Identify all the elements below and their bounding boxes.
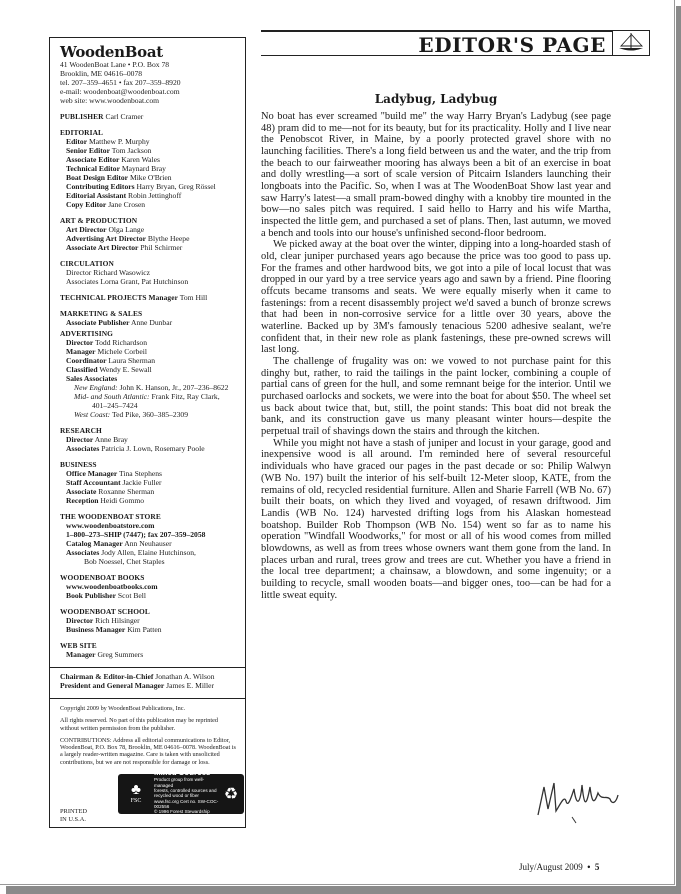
article-paragraph: The challenge of frugality was on: we vowed to not purchase paint for this dinghy but, rather, to raid the tailings in the paint locker, combining a couple of partial cans of green for the hull, and some remnant beige for the interior. Until we purchased oarlocks and sockets, we were into the boat for about $50. The wheel set us back about twice that, but, still, the point stands: This boat did not break the bank, and its construction gave us many pleasant winter hours—despite the perpetual trail of shavings down the stairs and through the kitchen.: [261, 356, 611, 438]
section-heading: ADVERTISING: [60, 329, 113, 338]
staff-row: Associates Patricia J. Lown, Rosemary Poole: [66, 444, 205, 453]
article-paragraph: No boat has ever screamed "build me" the way Harry Bryan's Ladybug (see page 48) pram did to me—not for its beauty, but for its practicality. Holly and I live near the Penobscot River, in Maine, by a poorly protected gravel shore with no launching facilities. There's a long field between us and the water, and the trip from the beach to our fairweather mooring has always been a bit of an exercise in boat and dolly wrestling—a sort of scale version of Pitcairn Islanders launching their longboats into the Pacific. So, when I was at The WoodenBoat Show last year and saw Harry's latest—a small pram-bowed dinghy with a knobby tire mounted in the bow—no sales pitch was required. I said hello to Harry and his wife Martha, inspected the little gem, and purchased a set of plans. Then, last autumn, we moved a bench and tools into our house's unfinished second-floor bedroom.: [261, 111, 611, 239]
divider: [50, 698, 245, 699]
article-paragraph: While you might not have a stash of juniper and locust in your garage, good and inexpensive wood is all around. I'm reminded here of several resourceful individuals who have graced our pages in the past decade or so: Philip Walwyn (WB No. 197) built the interior of his self-built 12-Meter sloop, KATE, from the remains of old, recycled residential furniture. Allen and Sharie Farrell (WB No. 67) built their boats, on which they lived and voyaged, of resawn driftwood. Jim Landis (WB No. 124) harvested drifting logs from his Alaskan homestead boatshop. Builder Rob Thompson (WB No. 154) went so far as to name his operation "Windfall Woodworks," for most or all of his wood comes from milled blowdowns, as well as from trees whose owners want them gone from the land. In places urban and rural, trees grow and trees are cut. Whether you have a friend in the local tree department; a chainsaw, a blowdown, and some ingenuity; or a building to recycle, small wooden boats—and bigger ones, too—can be had for a little sweat equity.: [261, 437, 611, 601]
section-heading: THE WOODENBOAT STORE: [60, 512, 161, 521]
books-section: [60, 573, 237, 600]
staff-row: Staff Accountant Jackie Fuller: [66, 478, 162, 487]
staff-row: Associates Jody Allen, Elaine Hutchinson,: [66, 548, 196, 557]
region-row: New England: John K. Hanson, Jr., 207–236–8622: [74, 383, 229, 392]
article-title: Ladybug, Ladybug: [374, 92, 498, 106]
staff-row: Catalog Manager Ann Neuhauser: [66, 539, 172, 548]
staff-row: Manager Michele Corbeil: [66, 347, 147, 356]
boat-icon: [612, 30, 650, 56]
section-heading: PUBLISHER: [60, 112, 104, 121]
website-section: [60, 641, 237, 659]
article-body: [261, 111, 611, 601]
page-number: 5: [594, 862, 600, 872]
staff-row: Art Director Olga Lange: [66, 225, 145, 234]
staff-row: Manager Greg Summers: [66, 650, 144, 659]
footer-bullet: •: [587, 862, 591, 872]
chairman-row: Chairman & Editor-in-Chief Jonathan A. Wilson: [60, 672, 215, 681]
staff-row: Senior Editor Tom Jackson: [66, 146, 152, 155]
staff-row: Associate Art Director Phil Schirmer: [66, 243, 183, 252]
section-title: EDITOR'S PAGE: [418, 33, 606, 57]
technical-section: [60, 293, 237, 302]
staff-row: Associates Lorna Grant, Pat Hutchinson: [66, 277, 189, 286]
circulation-section: [60, 259, 237, 286]
staff-name: Tom Hill: [179, 293, 208, 302]
fsc-text: Mixed Sources Product group from well-managed forests, controlled sources and recycled wood or fiber www.fsc.org Cert no. SW-COC-002556 © 1996 Forest Stewardship Council: [154, 768, 219, 820]
staff-row: Technical Editor Maynard Bray: [66, 164, 166, 173]
business-section: [60, 460, 237, 505]
editor-signature: [532, 765, 622, 825]
staff-row: Associate Publisher Anne Dunbar: [66, 318, 173, 327]
staff-row: Director Rich Hilsinger: [66, 616, 140, 625]
rights-notice: All rights reserved. No part of this publication may be reprinted without written permission from the publisher.: [60, 717, 218, 732]
staff-name: Carl Cramer: [105, 112, 144, 121]
contact-email: e-mail: woodenboat@woodenboat.com: [60, 87, 180, 96]
staff-row: Director Anne Bray: [66, 435, 128, 444]
editorial-article: [261, 92, 611, 601]
section-heading: RESEARCH: [60, 426, 102, 435]
staff-row: Editor Matthew P. Murphy: [66, 137, 150, 146]
contributions-notice: CONTRIBUTIONS: Address all editorial communications to Editor, WoodenBoat, P.O. Box 78, Brooklin, ME 04616–0078. WoodenBoat is a largely reader-written magazine. Care is taken with unsolicited contributions, but we are not responsible for damage or loss.: [60, 736, 236, 766]
store-section: [60, 512, 237, 566]
section-heading: WOODENBOAT SCHOOL: [60, 607, 150, 616]
section-heading: WEB SITE: [60, 641, 97, 650]
fsc-logo: ♣ FSC: [122, 783, 150, 805]
page-footer: [519, 862, 599, 872]
store-web: www.woodenboatstore.com: [66, 521, 155, 530]
staff-row: Associate Roxanne Sherman: [66, 487, 155, 496]
contact-website: web site: www.woodenboat.com: [60, 96, 160, 105]
store-phone: 1–800–273–SHIP (7447); fax 207–359–2058: [66, 530, 206, 539]
page-shadow-right: [676, 6, 681, 888]
region-row: 401–245–7424: [92, 401, 138, 410]
section-header: [261, 30, 612, 56]
research-section: [60, 426, 237, 453]
section-heading: WOODENBOAT BOOKS: [60, 573, 145, 582]
address-line: 41 WoodenBoat Lane • P.O. Box 78: [60, 60, 170, 69]
president-row: President and General Manager James E. Miller: [60, 681, 215, 690]
staff-row: Copy Editor Jane Crosen: [66, 200, 146, 209]
editorial-section: [60, 128, 237, 209]
section-heading: EDITORIAL: [60, 128, 104, 137]
staff-row: Bob Noessel, Chet Staples: [84, 557, 165, 566]
staff-row: Office Manager Tina Stephens: [66, 469, 162, 478]
staff-row: Book Publisher Scot Bell: [66, 591, 146, 600]
staff-row: Business Manager Kim Patten: [66, 625, 162, 634]
masthead-address: [60, 60, 237, 78]
school-section: [60, 607, 237, 634]
masthead-contact: [60, 78, 237, 105]
publisher-section: [60, 112, 237, 121]
section-heading: CIRCULATION: [60, 259, 114, 268]
staff-row: Contributing Editors Harry Bryan, Greg Rössel: [66, 182, 216, 191]
tree-icon: ♣: [131, 782, 141, 799]
staff-row: Sales Associates: [66, 374, 118, 383]
issue-date: July/August 2009: [519, 862, 583, 872]
staff-row: Editorial Assistant Robin Jettinghoff: [66, 191, 182, 200]
fsc-badge: [118, 768, 244, 820]
staff-row: Advertising Art Director Blythe Heepe: [66, 234, 190, 243]
staff-row: Director Todd Richardson: [66, 338, 148, 347]
staff-row: Reception Heidi Gommo: [66, 496, 145, 505]
section-heading: ART & PRODUCTION: [60, 216, 138, 225]
masthead: [49, 37, 246, 828]
marketing-section: [60, 309, 237, 327]
staff-row: Director Richard Wasowicz: [66, 268, 151, 277]
printed-in-usa: PRINTED IN U.S.A.: [60, 808, 87, 823]
staff-row: Coordinator Laura Sherman: [66, 356, 156, 365]
staff-row: Associate Editor Karen Wales: [66, 155, 160, 164]
staff-row: Classified Wendy E. Sewall: [66, 365, 152, 374]
contact-phone: tel. 207–359–4651 • fax 207–359–8920: [60, 78, 181, 87]
copyright: Copyright 2009 by WoodenBoat Publications, Inc.: [60, 705, 186, 712]
art-section: [60, 216, 237, 252]
recycle-icon: ♻: [223, 785, 239, 803]
article-paragraph: We picked away at the boat over the winter, dipping into a long-hoarded stash of old, clear juniper purchased years ago because the price was too good to pass up. For the frames and other hardwood bits, we got into a pile of local locust that was dropped in our yard by a tree service years ago and sawn by a friend. Pine flooring offcuts became transoms and seats. We were equally miserly when it came to fastenings: from a recent disassembly project we'd saved a bunch of bronze screws that had been in non-corrosive service for a little over 30 years, above the waterline. Backed up by 3M's famously tenacious 5200 adhesive sealant, we're confident that, in their new role as plank fastenings, these pre-owned screws will last long.: [261, 239, 611, 356]
page-shadow-bottom: [6, 886, 681, 894]
address-line: Brooklin, ME 04616–0078: [60, 69, 143, 78]
section-heading: MARKETING & SALES: [60, 309, 143, 318]
books-web: www.woodenboatbooks.com: [66, 582, 158, 591]
staff-row: Boat Design Editor Mike O'Brien: [66, 173, 172, 182]
section-heading: TECHNICAL PROJECTS Manager: [60, 293, 178, 302]
advertising-section: [60, 329, 237, 419]
section-heading: BUSINESS: [60, 460, 97, 469]
divider: [50, 667, 245, 668]
region-row: West Coast: Ted Pike, 360–385–2309: [74, 410, 189, 419]
region-row: Mid- and South Atlantic: Frank Fitz, Ray Clark,: [74, 392, 220, 401]
masthead-logo: WoodenBoat: [60, 43, 163, 61]
